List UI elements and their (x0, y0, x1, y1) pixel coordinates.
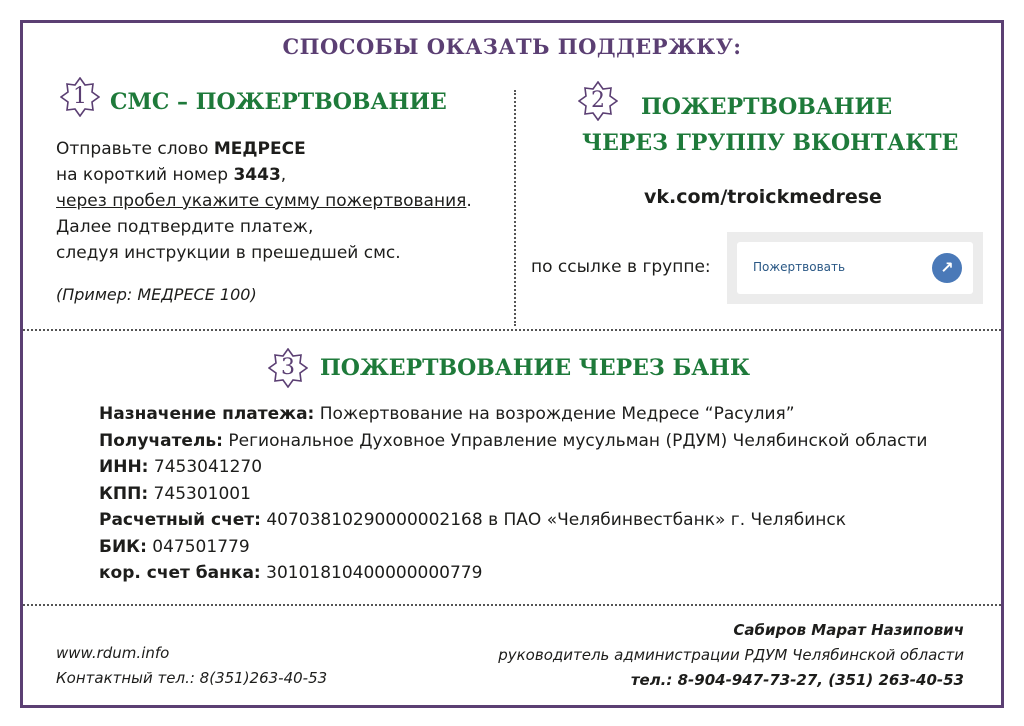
badge-number: 2 (591, 88, 605, 113)
person-position: руководитель администрации РДУМ Челябинской области (498, 646, 964, 664)
bank-row-purpose: Назначение платежа: Пожертвование на возрождение Медресе “Расулия” (99, 404, 795, 424)
vk-section-title-line-1: ПОЖЕРТВОВАНИЕ (641, 94, 893, 120)
sms-instructions (56, 136, 472, 266)
footer-site-link[interactable]: www.rdum.info (56, 644, 170, 662)
vertical-divider (514, 90, 516, 326)
page-title: СПОСОБЫ ОКАЗАТЬ ПОДДЕРЖКУ: (282, 34, 742, 59)
footer-contacts (56, 641, 327, 691)
bank-row-kpp: КПП: 745301001 (99, 483, 251, 504)
person-phone: тел.: 8-904-947-73-27, (351) 263-40-53 (630, 671, 964, 689)
badge-number: 3 (281, 355, 295, 380)
vk-url[interactable]: vk.com/troickmedrese (644, 186, 882, 208)
section-2-badge (578, 81, 618, 121)
sms-line-1: Отправьте слово МЕДРЕСЕ (56, 139, 306, 159)
sms-keyword: МЕДРЕСЕ (213, 139, 306, 159)
arrow-up-right-icon[interactable]: ↗ (932, 253, 962, 283)
sms-section-title: СМС – ПОЖЕРТВОВАНИЕ (110, 89, 447, 115)
person-name: Сабиров Марат Назипович (733, 621, 964, 639)
bank-details (99, 401, 927, 587)
bank-row-bik: БИК: 047501779 (99, 536, 250, 557)
sms-line-3: через пробел укажите сумму пожертвования. (56, 191, 472, 211)
footer-contact-phone: Контактный тел.: 8(351)263-40-53 (56, 669, 328, 687)
bank-row-recipient: Получатель: Региональное Духовное Управление мусульман (РДУМ) Челябинской области (99, 430, 928, 451)
vk-donate-button[interactable] (737, 242, 973, 294)
horizontal-divider-bottom (23, 604, 1001, 606)
sms-line-2: на короткий номер 3443, (56, 165, 287, 185)
bank-row-inn: ИНН: 7453041270 (99, 457, 263, 477)
sms-line-5: следуя инструкции в прешедшей смс. (56, 243, 401, 263)
footer-person (498, 618, 964, 693)
horizontal-divider-top (23, 329, 1001, 331)
badge-number: 1 (73, 84, 87, 109)
section-3-badge (268, 348, 308, 388)
bank-row-account: Расчетный счет: 40703810290000002168 в ПАО «Челябинвестбанк» г. Челябинск (99, 510, 846, 530)
section-1-badge (60, 77, 100, 117)
sms-example: (Пример: МЕДРЕСЕ 100) (56, 285, 257, 304)
vk-section-title-line-2: ЧЕРЕЗ ГРУППУ ВКОНТАКТЕ (582, 130, 959, 156)
vk-link-label: по ссылке в группе: (531, 257, 711, 277)
vk-donate-button-label: Пожертвовать (753, 260, 846, 274)
sms-line-4: Далее подтвердите платеж, (56, 217, 314, 237)
bank-row-correspondent-account: кор. счет банка: 30101810400000000779 (99, 563, 483, 583)
bank-section-title: ПОЖЕРТВОВАНИЕ ЧЕРЕЗ БАНК (320, 355, 750, 381)
sms-short-number: 3443 (233, 165, 281, 185)
vk-donate-widget (727, 232, 983, 304)
